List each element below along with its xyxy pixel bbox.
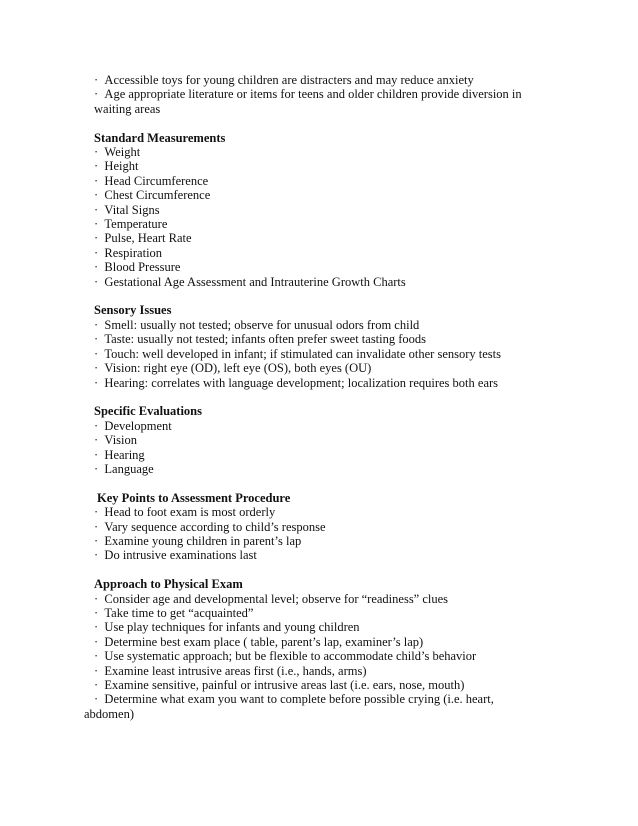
list-item: · Examine sensitive, painful or intrusive areas last (i.e. ears, nose, mouth) xyxy=(94,678,534,692)
list-item: · Examine young children in parent’s lap xyxy=(94,534,534,548)
list-item: · Age appropriate literature or items for teens and older children provide diversion in xyxy=(94,87,534,101)
list-item: · Gestational Age Assessment and Intrauterine Growth Charts xyxy=(94,275,534,289)
list-item: · Examine least intrusive areas first (i.e., hands, arms) xyxy=(94,664,534,678)
list-item: · Height xyxy=(94,159,534,173)
list-item: · Vision: right eye (OD), left eye (OS), both eyes (OU) xyxy=(94,361,534,375)
list-item: · Vision xyxy=(94,433,534,447)
list-item: · Weight xyxy=(94,145,534,159)
list-item: · Use play techniques for infants and young children xyxy=(94,620,534,634)
list-item: · Language xyxy=(94,462,534,476)
section-heading: Approach to Physical Exam xyxy=(94,577,243,592)
list-item: · Temperature xyxy=(94,217,534,231)
approach-section xyxy=(84,577,534,721)
list-item: · Taste: usually not tested; infants often prefer sweet tasting foods xyxy=(94,332,534,346)
list-item: · Head Circumference xyxy=(94,174,534,188)
standard-measurements-section xyxy=(94,131,534,289)
specific-evaluations-section xyxy=(94,404,534,476)
list-item: · Hearing xyxy=(94,448,534,462)
list-item: · Determine what exam you want to complete before possible crying (i.e. heart, xyxy=(94,692,534,706)
list-item-continuation: abdomen) xyxy=(84,706,134,721)
section-heading: Specific Evaluations xyxy=(94,404,202,419)
sensory-issues-section xyxy=(94,303,534,389)
list-item: · Head to foot exam is most orderly xyxy=(94,505,534,519)
list-item: · Blood Pressure xyxy=(94,260,534,274)
list-item: · Use systematic approach; but be flexible to accommodate child’s behavior xyxy=(94,649,534,663)
key-points-section xyxy=(94,491,534,563)
list-item: · Take time to get “acquainted” xyxy=(94,606,534,620)
section-heading: Key Points to Assessment Procedure xyxy=(97,490,291,505)
intro-section xyxy=(94,73,534,116)
list-item: · Hearing: correlates with language development; localization requires both ears xyxy=(94,376,534,390)
list-item: · Touch: well developed in infant; if stimulated can invalidate other sensory tests xyxy=(94,347,534,361)
list-item: · Vary sequence according to child’s response xyxy=(94,520,534,534)
list-item: · Respiration xyxy=(94,246,534,260)
list-item: · Pulse, Heart Rate xyxy=(94,231,534,245)
list-item: · Chest Circumference xyxy=(94,188,534,202)
list-item: · Do intrusive examinations last xyxy=(94,548,534,562)
section-heading: Standard Measurements xyxy=(94,130,226,145)
list-item: · Development xyxy=(94,419,534,433)
list-item: · Vital Signs xyxy=(94,203,534,217)
list-item: · Determine best exam place ( table, parent’s lap, examiner’s lap) xyxy=(94,635,534,649)
section-heading: Sensory Issues xyxy=(94,303,172,318)
list-item: · Accessible toys for young children are distracters and may reduce anxiety xyxy=(94,73,534,87)
document-page xyxy=(84,73,534,721)
list-item-continuation: waiting areas xyxy=(94,101,161,116)
list-item: · Smell: usually not tested; observe for unusual odors from child xyxy=(94,318,534,332)
list-item: · Consider age and developmental level; observe for “readiness” clues xyxy=(94,592,534,606)
